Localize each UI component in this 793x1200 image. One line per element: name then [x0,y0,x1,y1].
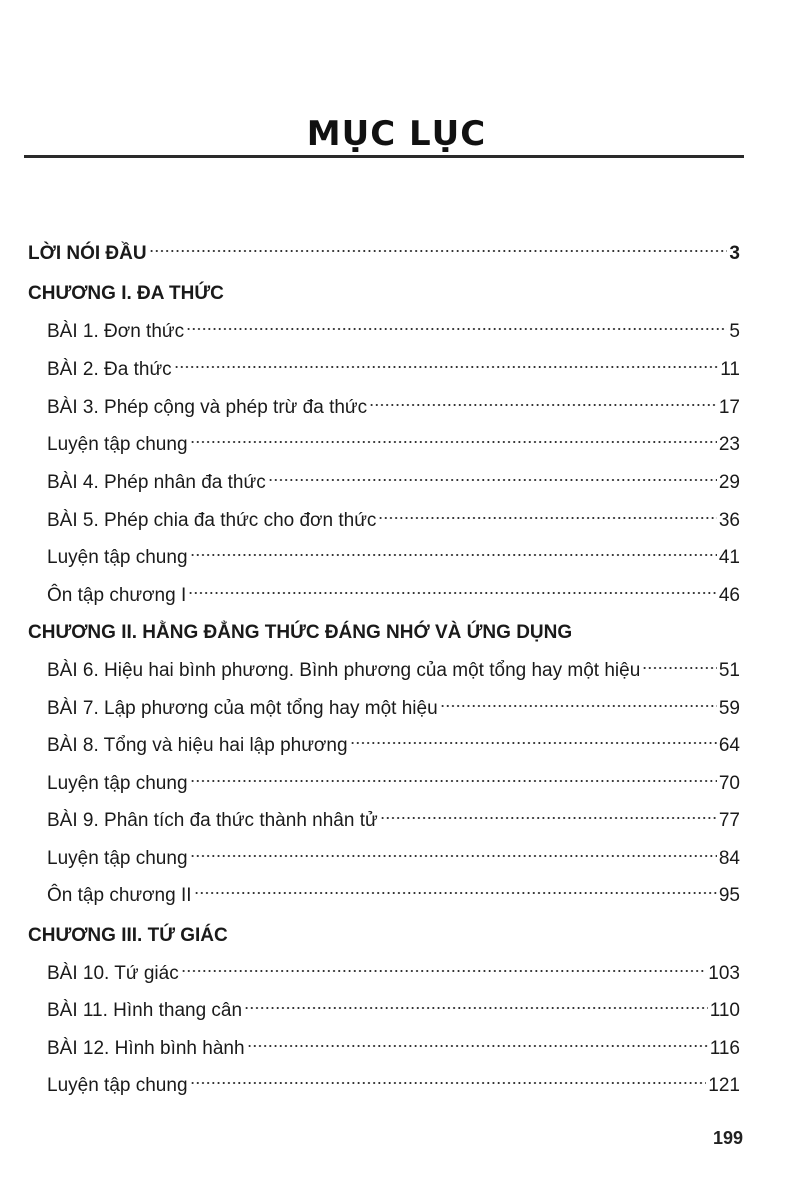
dot-leader [190,552,717,558]
toc-entry[interactable] [47,1070,740,1102]
toc-entry[interactable] [47,542,740,574]
toc-entry[interactable] [47,730,740,762]
dot-leader [190,778,717,784]
toc-entry-label: BÀI 7. Lập phương của một tổng hay một hiệu [47,698,438,719]
toc-entry-page: 103 [708,963,740,984]
toc-entry-page: 64 [718,735,740,756]
toc-entry[interactable] [47,958,740,990]
toc-entry-page: 116 [709,1038,740,1059]
toc-entry[interactable] [47,505,740,537]
toc-entry-label: BÀI 2. Đa thức [47,359,172,380]
toc-entry-label: Luyện tập chung [47,1075,188,1096]
toc-entry-label: BÀI 4. Phép nhân đa thức [47,472,266,493]
toc-entry[interactable] [47,768,740,800]
toc-entry-label: BÀI 3. Phép cộng và phép trừ đa thức [47,397,368,418]
toc-entry-page: 84 [718,848,740,869]
toc-entry-label: BÀI 11. Hình thang cân [47,1000,243,1021]
dot-leader [642,665,717,671]
dot-leader [149,248,728,254]
dot-leader [188,590,717,596]
chapter-heading-3: CHƯƠNG III. TỨ GIÁC [28,925,228,946]
toc-entry-page: 23 [718,434,740,455]
toc-entry-page: 77 [718,810,740,831]
dot-leader [190,439,717,445]
dot-leader [440,703,717,709]
dot-leader [194,890,717,896]
dot-leader [190,853,717,859]
toc-entry-label: BÀI 1. Đơn thức [47,321,185,342]
toc-entry[interactable] [47,843,740,875]
toc-entry-page: 5 [729,321,740,342]
dot-leader [247,1043,708,1049]
dot-leader [244,1005,708,1011]
toc-entry-label: BÀI 6. Hiệu hai bình phương. Bình phương của một tổng hay một hiệu [47,660,641,681]
toc-entry-page: 95 [718,885,740,906]
toc-entry-page: 29 [718,472,740,493]
toc-entry[interactable] [47,467,740,499]
toc-entry-label: BÀI 10. Tứ giác [47,963,179,984]
toc-entry[interactable] [47,880,740,912]
chapter-heading-1: CHƯƠNG I. ĐA THỨC [28,283,224,304]
toc-entry-page: 46 [718,585,740,606]
toc-entry-label: Ôn tập chương I [47,585,187,606]
dot-leader [380,815,717,821]
dot-leader [350,740,717,746]
dot-leader [369,402,717,408]
toc-entry-label: Luyện tập chung [47,434,188,455]
dot-leader [186,326,727,332]
toc-entry-label: Luyện tập chung [47,547,188,568]
chapter-heading-2: CHƯƠNG II. HẰNG ĐẲNG THỨC ĐÁNG NHỚ VÀ ỨNG DỤNG [28,622,573,643]
toc-entry-page: 59 [718,698,740,719]
toc-entry-page: 51 [718,660,740,681]
dot-leader [378,515,716,521]
toc-entry-label: BÀI 5. Phép chia đa thức cho đơn thức [47,510,377,531]
toc-entry-label: BÀI 8. Tổng và hiệu hai lập phương [47,735,348,756]
toc-entry[interactable] [47,805,740,837]
toc-entry[interactable] [47,995,740,1027]
dot-leader [268,477,717,483]
toc-entry-label: Luyện tập chung [47,773,188,794]
toc-entry-page: 3 [729,243,740,264]
toc-entry-page: 17 [718,397,740,418]
toc-entry-page: 36 [718,510,740,531]
dot-leader [181,968,707,974]
toc-entry[interactable] [47,429,740,461]
toc-entry[interactable] [47,693,740,725]
dot-leader [174,364,719,370]
title-divider [24,155,744,158]
toc-entry-page: 11 [720,359,740,380]
page-title: MỤC LỤC [306,114,487,154]
toc-entry[interactable] [47,354,740,386]
toc-entry[interactable] [47,392,740,424]
toc-entry-page: 41 [718,547,740,568]
toc-entry-page: 70 [718,773,740,794]
toc-entry-label: LỜI NÓI ĐẦU [28,243,147,264]
toc-entry-label: BÀI 12. Hình bình hành [47,1038,245,1059]
toc-entry-page: 121 [708,1075,740,1096]
toc-entry-preface[interactable] [28,238,740,270]
toc-entry[interactable] [47,1033,740,1065]
toc-entry[interactable] [47,316,740,348]
page-number: 199 [712,1128,743,1148]
toc-entry[interactable] [47,655,740,687]
toc-entry-page: 110 [709,1000,740,1021]
toc-entry-label: Luyện tập chung [47,848,188,869]
dot-leader [190,1080,707,1086]
toc-entry[interactable] [47,580,740,612]
toc-entry-label: Ôn tập chương II [47,885,192,906]
toc-entry-label: BÀI 9. Phân tích đa thức thành nhân tử [47,810,378,831]
